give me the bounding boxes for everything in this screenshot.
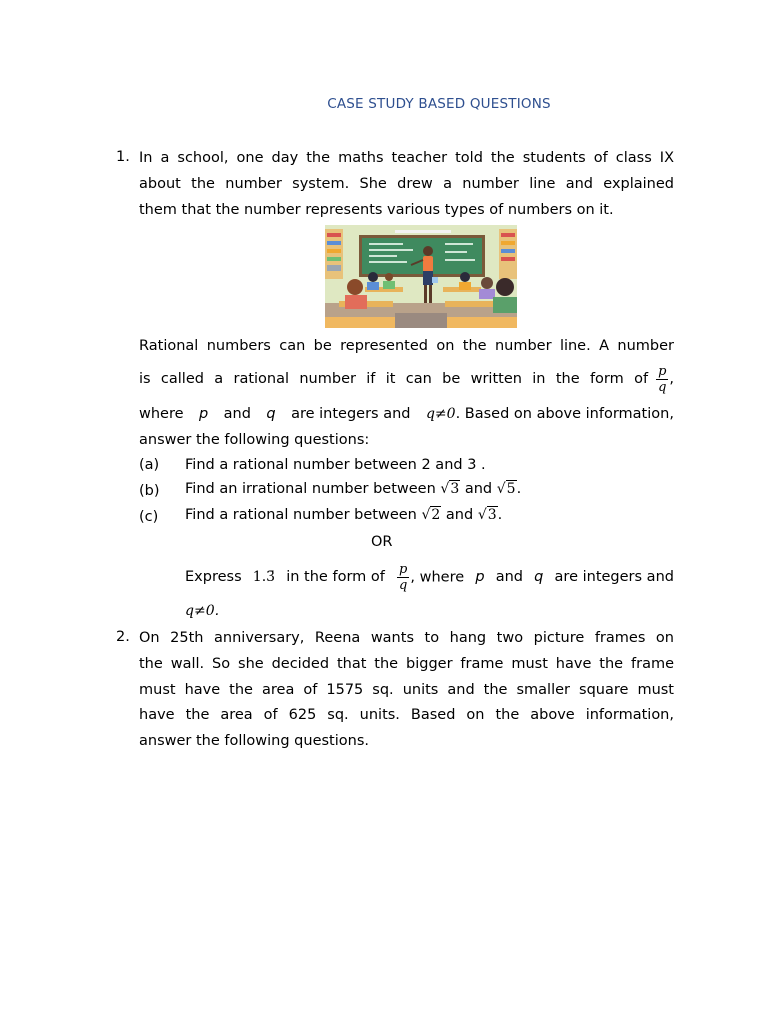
q2-line-4: have the area of 625 sq. units. Based on the above information, [139, 707, 674, 723]
fraction-numerator: p [658, 363, 667, 379]
variable-q: q [534, 569, 544, 585]
fraction-p-over-q [656, 364, 668, 395]
fraction-denominator: q [399, 577, 408, 593]
or-separator: OR [371, 534, 393, 550]
sqrt-3: √3 [477, 507, 497, 523]
part-b-text [185, 481, 521, 497]
part-a-text: Find a rational number between 2 and 3 . [185, 457, 486, 473]
q2-line-5: answer the following questions. [139, 733, 369, 749]
period: . [516, 481, 522, 497]
express-text: Express [185, 569, 242, 585]
radicand: 2 [431, 507, 441, 523]
part-c-label: (c) [139, 509, 159, 525]
fraction-denominator: q [658, 379, 667, 395]
page-title: CASE STUDY BASED QUESTIONS [327, 96, 551, 112]
q-not-equal-zero: q≠0 [425, 406, 456, 422]
part-c-text [185, 507, 502, 523]
q1-para-line-2 [139, 362, 674, 396]
classroom-illustration [325, 225, 517, 328]
q1-para-line-4: answer the following questions: [139, 432, 370, 448]
q2-line-2: the wall. So she decided that the bigger frame must have the frame [139, 656, 674, 672]
q1-para-line-1: Rational numbers can be represented on the number line. A number [139, 338, 674, 354]
question-number-2: 2. [116, 629, 130, 645]
q1-intro-line-2: about the number system. She drew a number line and explained [139, 176, 674, 192]
sqrt-5: √5 [496, 481, 516, 497]
express-line [185, 560, 674, 594]
q2-line-1: On 25th anniversary, Reena wants to hang two picture frames on [139, 630, 674, 646]
where-text: , where [410, 569, 465, 585]
q1-intro-line-3: them that the number represents various types of numbers on it. [139, 202, 614, 218]
and-text: and [495, 569, 523, 585]
and-text: and [445, 507, 474, 523]
question-number-1: 1. [116, 149, 130, 165]
where-text: where [139, 406, 184, 422]
form-of-text: in the form of [286, 569, 385, 585]
fraction-numerator: p [399, 561, 408, 577]
q1-para-line-2-text: is called a rational number if it can be written in the form of [139, 371, 649, 387]
integers-text: are integers and [554, 569, 674, 585]
radicand: 3 [450, 481, 460, 497]
variable-p: p [475, 569, 485, 585]
period: . [497, 507, 503, 523]
and-text: and [223, 406, 251, 422]
integers-text: are integers and [291, 406, 411, 422]
variable-p: p [199, 406, 209, 422]
sqrt-2: √2 [421, 507, 441, 523]
and-text: and [464, 481, 493, 497]
part-a-label: (a) [139, 457, 160, 473]
q2-line-3: must have the area of 1575 sq. units and the smaller square must [139, 682, 674, 698]
q1-para-line-3 [139, 405, 674, 423]
sqrt-3: √3 [440, 481, 460, 497]
based-text: . Based on above information, [455, 406, 674, 422]
part-c-lead: Find a rational number between [185, 507, 417, 523]
q-not-equal-zero-end: q≠0. [185, 603, 220, 619]
radicand: 5 [506, 481, 516, 497]
fraction-p-over-q [397, 562, 409, 593]
comma: , [669, 371, 674, 387]
radicand: 3 [487, 507, 497, 523]
variable-q: q [266, 406, 276, 422]
q1-intro-line-1: In a school, one day the maths teacher told the students of class IX [139, 150, 674, 166]
recurring-decimal: 1.3̄ [252, 569, 276, 585]
part-b-label: (b) [139, 483, 160, 499]
part-b-lead: Find an irrational number between [185, 481, 436, 497]
